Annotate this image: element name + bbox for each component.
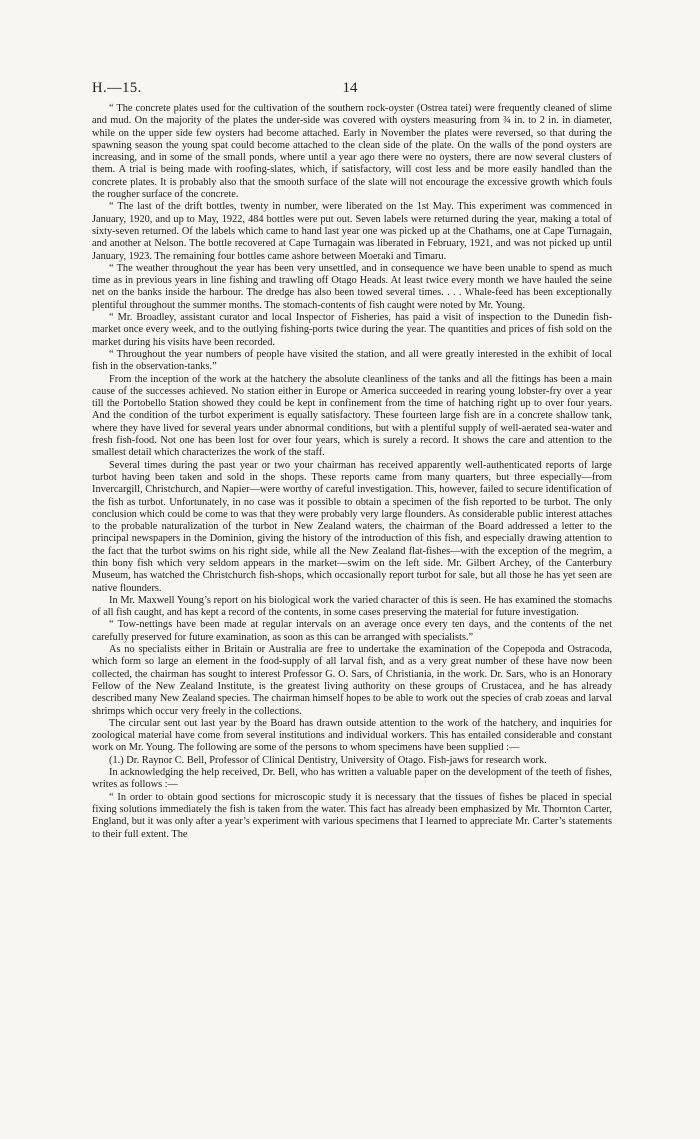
paragraph-specialists: As no specialists either in Britain or Australia are free to undertake the examination of the Copepoda and Ostracoda, which form so large an element in the food-supply of all larval fish, and as a very great number of these have now been collected, the chairman has sought to interest Professor G. O. Sars, of Christiania, in the work. Dr. Sars, who is an Honorary Fellow of the New Zealand Institute, is the greatest living authority on these groups of Crustacea, and he has already described many New Zealand species. The chairman himself hopes to be able to work out the species of crab zoeas and larval shrimps which occur very freely in the collections. xyxy=(92,644,612,717)
page-header xyxy=(92,80,608,100)
paragraph-visitors: “ Throughout the year numbers of people have visited the station, and all were greatly interested in the exhibit of local fish in the observation-tanks.” xyxy=(92,348,612,373)
paragraph-acknowledging: In acknowledging the help received, Dr. Bell, who has written a valuable paper on the development of the teeth of fishes, writes as follows :— xyxy=(92,767,612,791)
paragraph-turbot-reports: Several times during the past year or two your chairman has received apparently well-authenticated reports of large turbot having been taken and sold in the shops. These reports came from many quarters, but three especially—from Invercargill, Christchurch, and Napier—were worthy of careful investigation. This, however, failed to secure identification of the fish as turbot. Unfortunately, in no case was it possible to obtain a specimen of the fish reported to be turbot. The only conclusion which could be come to was that they were probably very large flounders. As considerable public interest attaches to the probable naturalization of the turbot in New Zealand waters, the chairman of the Board addressed a letter to the principal newspapers in the Dominion, giving the history of the introduction of this fish, and especially drawing attention to the fact that the turbot swims on his right side, while all the New Zealand flat-fishes—with the exception of the megrim, a thin bony fish which very seldom appears in the market—swim on the left side. Mr. Gilbert Archey, of the Canterbury Museum, has watched the Christchurch fish-shops, which occasionally report turbot for sale, but all those he has yet seen are native flounders. xyxy=(92,459,612,594)
paragraph-cleanliness: From the inception of the work at the hatchery the absolute cleanliness of the tanks and all the fittings has been a main cause of the successes achieved. No station either in Europe or America succeeded in rearing young lobster-fry over a year till the Portobello Station showed they could be kept in confinement from the time of hatching right up to over four years. And the condition of the turbot experiment is equally satisfactory. These fourteen large fish are in a concrete shallow tank, where they have lived for several years under abnormal conditions, but with a plentiful supply of well-aerated sea-water and fresh fish-food. Not one has been lost for over four years, which is surely a record. It shows the care and attention to the smallest detail which characterizes the work of the staff. xyxy=(92,373,612,459)
paragraph-bell-quote: “ In order to obtain good sections for microscopic study it is necessary that the tissues of fishes be placed in special fixing solutions immediately the fish is taken from the water. This fact has already been emphasized by Mr. Thornton Carter, England, but it was only after a year’s experiment with various specimens that I learned to appreciate Mr. Carter’s statements to their full extent. The xyxy=(92,791,612,840)
page-number: 14 xyxy=(342,80,358,96)
paragraph-weather: “ The weather throughout the year has been very unsettled, and in consequence we have been unable to spend as much time as in previous years in line fishing and trawling off Otago Heads. At least twice every month we have hauled the seine net on the banks inside the harbour. The dredge has also been towed several times. . . . Whale-feed has been exceptionally plentiful throughout the summer months. The stomach-contents of fish caught were noted by Mr. Young. xyxy=(92,262,612,311)
paragraph-inspection: “ Mr. Broadley, assistant curator and local Inspector of Fisheries, has paid a visit of inspection to the Dunedin fish-market once every week, and to the outlying fishing-ports twice during the year. The quantities and prices of fish sold on the market during his visits have been recorded. xyxy=(92,312,612,348)
paragraph-tow-nettings: “ Tow-nettings have been made at regular intervals on an average once every ten days, and the contents of the net carefully preserved for future examination, as soon as this can be arranged with specialists.” xyxy=(92,619,612,643)
list-item-bell: (1.) Dr. Raynor C. Bell, Professor of Clinical Dentistry, University of Otago. Fish-jaws for research work. xyxy=(109,754,547,766)
body-text xyxy=(92,103,612,841)
paragraph-oyster-plates: “ The concrete plates used for the cultivation of the southern rock-oyster (Ostrea tatei) were frequently cleaned of slime and mud. On the majority of the plates the under-side was covered with oysters measuring from ¾ in. to 2 in. in diameter, while on the upper side few oysters had become attached. Early in November the plates were reversed, so that during the spawning season the young spat could become attached to the clean side of the plate. On the walls of the pond oysters are increasing, and in some of the small ponds, where until a year ago there were no oysters, there are now several clusters of them. A trial is being made with roofing-slates, which, if satisfactory, will cost less and be more easily handled than the concrete plates. It is probably also that the smooth surface of the slate will not encourage the excessive growth which fouls the rougher surface of the concrete. xyxy=(92,103,612,201)
document-reference: H.—15. xyxy=(92,80,142,96)
paragraph-circular: The circular sent out last year by the Board has drawn outside attention to the work of the hatchery, and inquiries for zoological material have come from several institutions and individual workers. This has entailed considerable and constant work on Mr. Young. The following are some of the persons to whom specimens have been supplied :— xyxy=(92,717,612,754)
paragraph-drift-bottles: “ The last of the drift bottles, twenty in number, were liberated on the 1st May. This experiment was commenced in January, 1920, and up to May, 1922, 484 bottles were put out. Seven labels were returned during the year, making a total of sixty-seven returned. Of the labels which came to hand last year one was picked up at the Chathams, one at Cape Turnagain, and another at Nelson. The bottle recovered at Cape Turnagain was liberated in February, 1921, and was not picked up until January, 1923. The remaining four bottles came ashore between Moeraki and Timaru. xyxy=(92,201,612,262)
paragraph-young-report: In Mr. Maxwell Young’s report on his biological work the varied character of this is seen. He has examined the stomachs of all fish caught, and has kept a record of the contents, in some cases preserving the material for future investigation. xyxy=(92,594,612,619)
